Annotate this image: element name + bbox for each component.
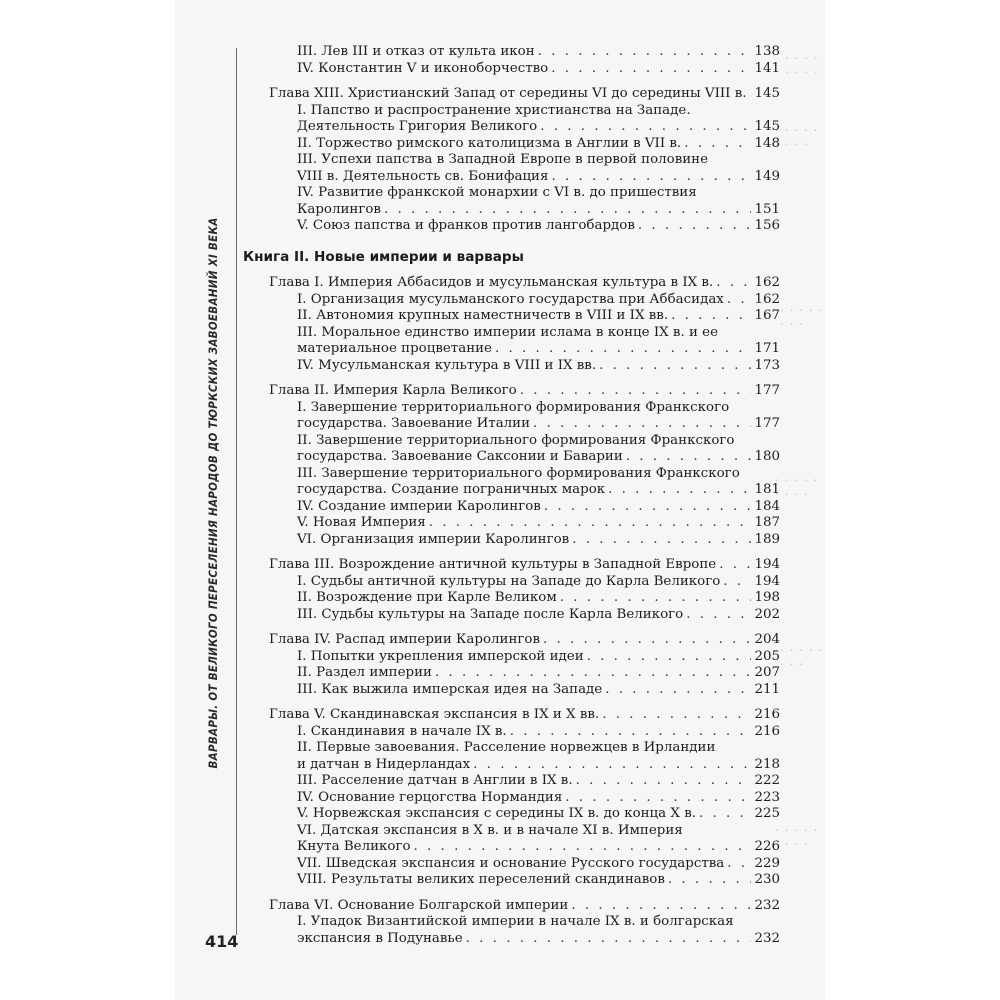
toc-entry-title: I. Организация мусульманского государства при Аббасидах	[297, 291, 724, 307]
dot-leader	[723, 574, 751, 591]
toc-page-number: 223	[754, 789, 780, 805]
toc-entry-title: материальное процветание	[297, 341, 492, 356]
toc-section-entry[interactable]	[243, 839, 780, 856]
toc-entry-title: III. Расселение датчан в Англии в IX в.	[297, 773, 573, 788]
toc-section-entry[interactable]	[243, 574, 780, 591]
dot-leader	[510, 724, 752, 741]
dot-leader	[571, 898, 751, 915]
toc-section-entry[interactable]	[243, 806, 780, 823]
toc-entry-title: Глава I. Империя Аббасидов и мусульманская культура в IX в.	[269, 275, 714, 290]
toc-chapter-entry[interactable]	[243, 632, 780, 649]
dot-leader	[429, 515, 752, 532]
dot-leader	[599, 358, 751, 375]
toc-page-number: 216	[754, 723, 780, 739]
toc-page-number: 232	[754, 897, 780, 913]
dot-leader	[587, 649, 752, 666]
toc-entry-line: III. Успехи папства в Западной Европе в первой половине	[297, 152, 709, 167]
dot-leader	[668, 872, 752, 889]
dot-leader	[414, 839, 752, 856]
toc-entry-title: Глава XIII. Христианский Запад от середины VI до середины VIII в.	[269, 86, 747, 101]
toc-page-number: 222	[754, 773, 780, 788]
toc-entry-line: II. Завершение территориального формирования Франкского	[297, 432, 735, 448]
show-through-artifact: . . . . . . . .	[785, 48, 819, 76]
toc-page-number: 162	[754, 291, 780, 307]
toc-entry-title: IV. Основание герцогства Нормандия	[297, 789, 563, 805]
toc-entry-title: государства. Создание пограничных марок	[297, 482, 606, 497]
toc-page-number: 226	[754, 839, 780, 854]
toc-section-entry[interactable]	[243, 358, 780, 375]
toc-entry-title: III. Лев III и отказ от культа икон	[297, 44, 535, 59]
show-through-artifact: . . . . . . . .	[780, 640, 824, 668]
show-through-artifact: . . . . . . . . .	[775, 470, 819, 498]
toc-group-book2	[243, 275, 780, 947]
dot-leader	[605, 682, 751, 699]
toc-page-number: 230	[754, 872, 780, 887]
toc-section-entry[interactable]	[243, 856, 780, 873]
dot-leader	[495, 341, 751, 358]
toc-section-entry[interactable]	[243, 532, 780, 549]
dot-leader	[543, 632, 751, 649]
toc-page-number: 229	[754, 855, 780, 871]
dot-leader	[466, 931, 752, 948]
toc-section-entry[interactable]	[243, 590, 780, 607]
dot-leader	[626, 449, 752, 466]
dot-leader	[551, 61, 751, 78]
toc-section-entry[interactable]	[243, 499, 780, 516]
toc-section-entry[interactable]	[243, 515, 780, 532]
toc-chapter-entry[interactable]	[243, 383, 780, 400]
toc-section-entry[interactable]	[243, 292, 780, 309]
toc-entry-line: IV. Развитие франкской монархии с VI в. до пришествия	[297, 185, 697, 200]
dot-leader	[727, 856, 751, 873]
toc-page-number: 202	[754, 606, 780, 622]
toc-page-number: 173	[754, 357, 780, 373]
toc-section-entry[interactable]	[243, 724, 780, 741]
toc-entry-line: I. Упадок Византийской империи в начале IX в. и болгарская	[297, 914, 734, 929]
running-head	[198, 48, 228, 938]
toc-section-entry[interactable]	[243, 169, 780, 186]
dot-leader	[686, 607, 751, 624]
dot-leader	[608, 482, 751, 499]
toc-page-number: 187	[754, 515, 780, 530]
toc-page-number: 171	[754, 341, 780, 356]
toc-section-entry[interactable]	[243, 649, 780, 666]
toc-page-number: 149	[754, 168, 780, 184]
toc-page-number: 225	[754, 806, 780, 821]
show-through-artifact: . . . . . . . .	[780, 300, 824, 328]
toc-section-entry[interactable]	[243, 931, 780, 948]
toc-entry-title: III. Судьбы культуры на Западе после Карла Великого	[297, 606, 684, 622]
toc-entry-title: II. Возрождение при Карле Великом	[297, 590, 557, 605]
toc-section-entry[interactable]	[243, 482, 780, 499]
dot-leader	[435, 665, 752, 682]
toc-page-number: 194	[754, 573, 780, 589]
toc-page-number: 138	[754, 44, 780, 59]
toc-entry-title: III. Как выжила имперская идея на Западе	[297, 681, 603, 697]
dot-leader	[576, 773, 752, 790]
toc-entry-title: Глава II. Империя Карла Великого	[269, 383, 517, 398]
toc-page-number: 167	[754, 308, 780, 323]
running-head-text: ВАРВАРЫ. ОТ ВЕЛИКОГО ПЕРЕСЕЛЕНИЯ НАРОДОВ ДО ТЮРКСКИХ ЗАВОЕВАНИЙ XI ВЕКА	[206, 217, 220, 769]
toc-entry-title: IV. Создание империи Каролингов	[297, 498, 541, 514]
toc-entry-title: I. Судьбы античной культуры на Западе до Карла Великого	[297, 573, 721, 589]
toc-page-number: 211	[754, 681, 780, 697]
toc-entry-title: V. Новая Империя	[297, 515, 426, 530]
dot-leader	[560, 590, 752, 607]
toc-section-entry[interactable]	[243, 119, 780, 136]
toc-entry-title: II. Торжество римского католицизма в Англии в VII в.	[297, 135, 682, 151]
toc-entry-title: Деятельность Григория Великого	[297, 119, 538, 134]
toc-entry-title: V. Союз папства и франков против лангобардов	[297, 218, 635, 233]
toc-section-entry[interactable]	[243, 682, 780, 699]
dot-leader	[727, 292, 752, 309]
table-of-contents	[243, 44, 780, 947]
toc-section-entry[interactable]	[243, 665, 780, 682]
dot-leader	[544, 499, 752, 516]
toc-entry-line: III. Моральное единство империи ислама в конце IX в. и ее	[297, 324, 719, 340]
toc-chapter-entry[interactable]	[243, 275, 780, 292]
page-number: 414	[205, 932, 239, 951]
toc-entry-title: государства. Завоевание Саксонии и Баварии	[297, 449, 623, 464]
toc-page-number: 177	[754, 383, 780, 398]
toc-section-entry[interactable]	[243, 308, 780, 325]
toc-page-number: 145	[754, 86, 780, 101]
toc-entry-title: IV. Мусульманская культура в VIII и IX вв.	[297, 357, 597, 373]
toc-page-number: 184	[754, 498, 780, 514]
toc-entry-title: I. Скандинавия в начале IX в.	[297, 723, 507, 739]
toc-entry-title: VI. Организация империи Каролингов	[297, 531, 570, 547]
show-through-artifact: . . . . . . . . .	[775, 820, 819, 848]
dot-leader	[565, 790, 751, 807]
toc-page-number: 218	[754, 756, 780, 772]
dot-leader	[684, 136, 751, 153]
toc-section-entry[interactable]	[243, 202, 780, 219]
toc-section-entry[interactable]	[243, 607, 780, 624]
dot-leader	[716, 275, 751, 292]
toc-page-number: 194	[754, 557, 780, 572]
toc-section-entry[interactable]	[243, 790, 780, 807]
toc-page-number: 141	[754, 60, 780, 76]
toc-entry-title: II. Раздел империи	[297, 665, 432, 680]
toc-entry-line: III. Завершение территориального формирования Франкского	[297, 465, 740, 481]
toc-page-number: 189	[754, 531, 780, 547]
dot-leader	[671, 308, 751, 325]
toc-entry-title: IV. Константин V и иконоборчество	[297, 60, 549, 76]
toc-page-number: 145	[754, 119, 780, 134]
toc-entry-title: и датчан в Нидерландах	[297, 756, 471, 772]
toc-page-number: 177	[754, 416, 780, 431]
dot-leader	[719, 557, 751, 574]
dot-leader	[540, 119, 751, 136]
toc-entry-title: VIII. Результаты великих переселений скандинавов	[297, 872, 665, 887]
toc-page-number: 207	[754, 665, 780, 680]
toc-chapter-entry[interactable]	[243, 707, 780, 724]
toc-entry-title: I. Попытки укрепления имперской идеи	[297, 648, 584, 664]
dot-leader	[473, 757, 751, 774]
toc-entry-title: Глава VI. Основание Болгарской империи	[269, 897, 569, 913]
toc-page-number: 156	[754, 218, 780, 233]
dot-leader	[551, 169, 751, 186]
toc-section-entry[interactable]	[243, 449, 780, 466]
toc-entry-title: Каролингов	[297, 201, 381, 217]
toc-chapter-entry[interactable]	[243, 86, 780, 103]
toc-entry-title: Глава V. Скандинавская экспансия в IX и X вв.	[269, 707, 600, 722]
toc-entry-title: экспансия в Подунавье	[297, 930, 463, 946]
toc-entry-title: Кнута Великого	[297, 839, 411, 854]
dot-leader	[638, 218, 752, 235]
dot-leader	[538, 44, 752, 61]
toc-group-book1	[243, 44, 780, 235]
toc-entry-title: государства. Завоевание Италии	[297, 416, 531, 431]
toc-entry-line: I. Папство и распространение христианства на Западе.	[297, 102, 691, 118]
vertical-rule	[236, 48, 237, 935]
toc-page-number: 148	[754, 135, 780, 151]
toc-section-entry[interactable]	[243, 773, 780, 790]
toc-section-entry[interactable]	[243, 136, 780, 153]
toc-section-entry[interactable]	[243, 757, 780, 774]
toc-entry-title: VIII в. Деятельность св. Бонифация	[297, 168, 549, 184]
toc-page-number: 151	[754, 201, 780, 217]
dot-leader	[384, 202, 751, 219]
toc-section-entry[interactable]	[243, 44, 780, 61]
book-title: Книга II. Новые империи и варвары	[243, 248, 524, 265]
toc-page-number: 162	[754, 275, 780, 290]
toc-section-entry[interactable]	[243, 872, 780, 889]
show-through-artifact: . . . . . . . . .	[775, 120, 819, 148]
dot-leader	[572, 532, 751, 549]
toc-entry-title: V. Норвежская экспансия с середины IX в. до конца X в.	[297, 806, 696, 821]
toc-chapter-entry[interactable]	[243, 557, 780, 574]
toc-entry-line: I. Завершение территориального формирования Франкского	[297, 399, 730, 415]
dot-leader	[602, 707, 751, 724]
toc-page-number: 216	[754, 707, 780, 722]
toc-section-entry[interactable]	[243, 416, 780, 433]
toc-entry-line: II. Первые завоевания. Расселение норвежцев в Ирландии	[297, 740, 716, 755]
dot-leader	[533, 416, 751, 433]
toc-page-number: 181	[754, 482, 780, 497]
toc-entry-title: VII. Шведская экспансия и основание Русского государства	[297, 855, 725, 871]
dot-leader	[750, 86, 752, 103]
toc-section-entry[interactable]	[243, 61, 780, 78]
toc-section-entry[interactable]	[243, 341, 780, 358]
toc-entry-title: II. Автономия крупных наместничеств в VIII и IX вв.	[297, 308, 669, 323]
toc-entry-title: Глава III. Возрождение античной культуры в Западной Европе	[269, 557, 717, 572]
toc-page-number: 205	[754, 648, 780, 664]
toc-section-entry[interactable]	[243, 218, 780, 235]
toc-page-number: 204	[754, 632, 780, 647]
toc-entry-title: Глава IV. Распад империи Каролингов	[269, 632, 540, 647]
dot-leader	[520, 383, 752, 400]
toc-chapter-entry[interactable]	[243, 898, 780, 915]
toc-page-number: 232	[754, 930, 780, 946]
toc-page-number: 180	[754, 449, 780, 464]
dot-leader	[699, 806, 751, 823]
toc-page-number: 198	[754, 590, 780, 605]
toc-entry-line: VI. Датская экспансия в X в. и в начале XI в. Империя	[297, 822, 683, 838]
